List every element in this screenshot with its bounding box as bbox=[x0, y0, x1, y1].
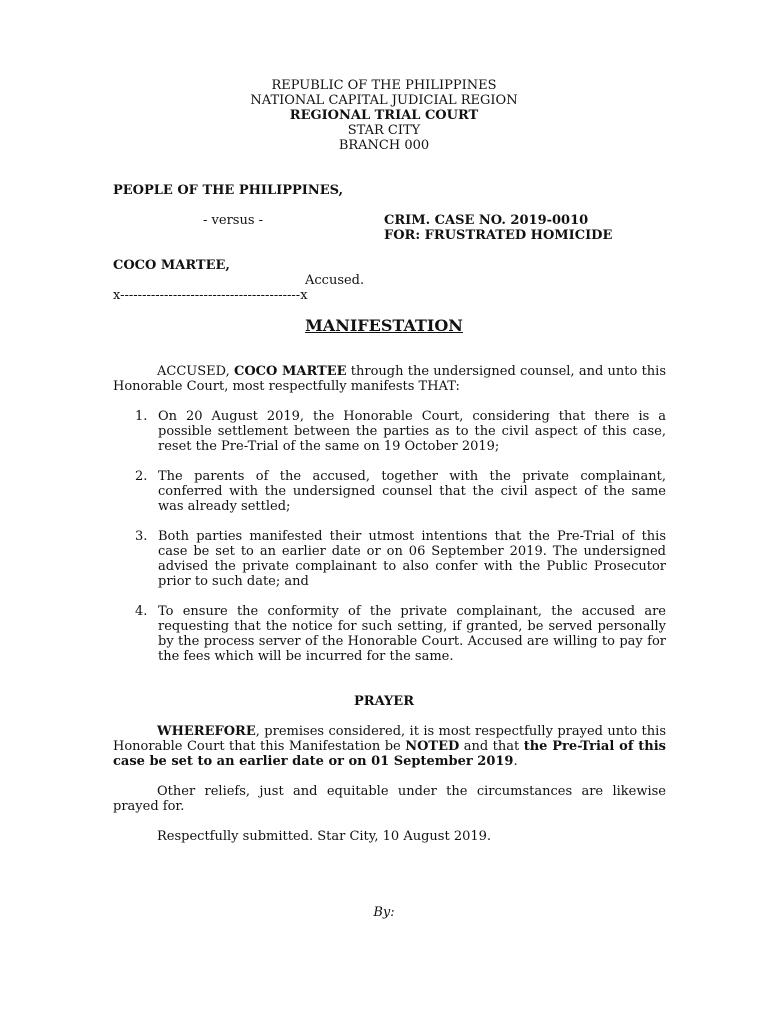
prayer-heading: PRAYER bbox=[353, 694, 414, 709]
prayer-noted: NOTED bbox=[405, 739, 460, 754]
versus-label: - versus - bbox=[203, 213, 264, 228]
header-region: NATIONAL CAPITAL JUDICIAL REGION bbox=[250, 93, 518, 108]
list-item-text: Both parties manifested their utmost intentions that the Pre-Trial of this case be set to an earlier date or on 06 September 2019. The undersigned advised the private complainant to also confer with the Public Prosecutor prior to such date; and bbox=[158, 529, 666, 589]
submitted-paragraph bbox=[113, 829, 666, 844]
prayer-wherefore: WHEREFORE bbox=[157, 724, 256, 739]
list-item-text: On 20 August 2019, the Honorable Court, considering that there is a possible settlement between the parties as to the civil aspect of this case, reset the Pre-Trial of the same on 19 October 2019; bbox=[158, 409, 666, 454]
caption-divider: x-----------------------------------------x bbox=[113, 288, 308, 303]
list-item-number: 2. bbox=[135, 469, 148, 484]
list-item-number: 1. bbox=[135, 409, 148, 424]
header-republic: REPUBLIC OF THE PHILIPPINES bbox=[271, 78, 497, 93]
accused-name: COCO MARTEE, bbox=[113, 258, 230, 273]
header-branch: BRANCH 000 bbox=[338, 138, 430, 153]
header-city: STAR CITY bbox=[347, 123, 421, 138]
list-item-text: The parents of the accused, together with the private complainant, conferred with the undersigned counsel that the civil aspect of the same was already settled; bbox=[158, 469, 666, 514]
by-label: By: bbox=[373, 905, 395, 920]
accused-label: Accused. bbox=[305, 273, 365, 288]
prayer-text-3: . bbox=[513, 754, 518, 769]
prayer-text-1: , premises considered, it is most respectfully prayed unto this Honorable Court that this Manifestation be bbox=[113, 724, 666, 754]
prayer-request: the Pre-Trial of this case be set to an earlier date or on 01 September 2019 bbox=[113, 739, 666, 769]
list-item-text: To ensure the conformity of the private complainant, the accused are requesting that the notice for such setting, if granted, be served personally by the process server of the Honorable Court. Accused are willing to pay for the fees which will be incurred for the same. bbox=[158, 604, 666, 664]
prayer-paragraph bbox=[113, 724, 666, 769]
case-number: CRIM. CASE NO. 2019-0010 bbox=[384, 213, 589, 228]
case-offense: FOR: FRUSTRATED HOMICIDE bbox=[384, 228, 613, 243]
list-item-number: 4. bbox=[135, 604, 148, 619]
intro-pre: ACCUSED, bbox=[157, 364, 234, 379]
header-court: REGIONAL TRIAL COURT bbox=[289, 108, 479, 123]
intro-post: through the undersigned counsel, and unto this Honorable Court, most respectfully manifests THAT: bbox=[113, 364, 667, 394]
other-reliefs-paragraph bbox=[113, 784, 666, 814]
submitted-text: Respectfully submitted. Star City, 10 August 2019. bbox=[157, 829, 492, 844]
intro-paragraph bbox=[113, 364, 666, 394]
document-title bbox=[0, 318, 768, 333]
title-text: MANIFESTATION bbox=[305, 316, 463, 335]
other-reliefs-text: Other reliefs, just and equitable under the circumstances are likewise prayed for. bbox=[113, 784, 666, 814]
intro-accused-name: COCO MARTEE bbox=[233, 364, 347, 379]
list-item-number: 3. bbox=[135, 529, 148, 544]
prayer-text-2: and that bbox=[459, 739, 524, 754]
plaintiff-name: PEOPLE OF THE PHILIPPINES, bbox=[113, 183, 344, 198]
